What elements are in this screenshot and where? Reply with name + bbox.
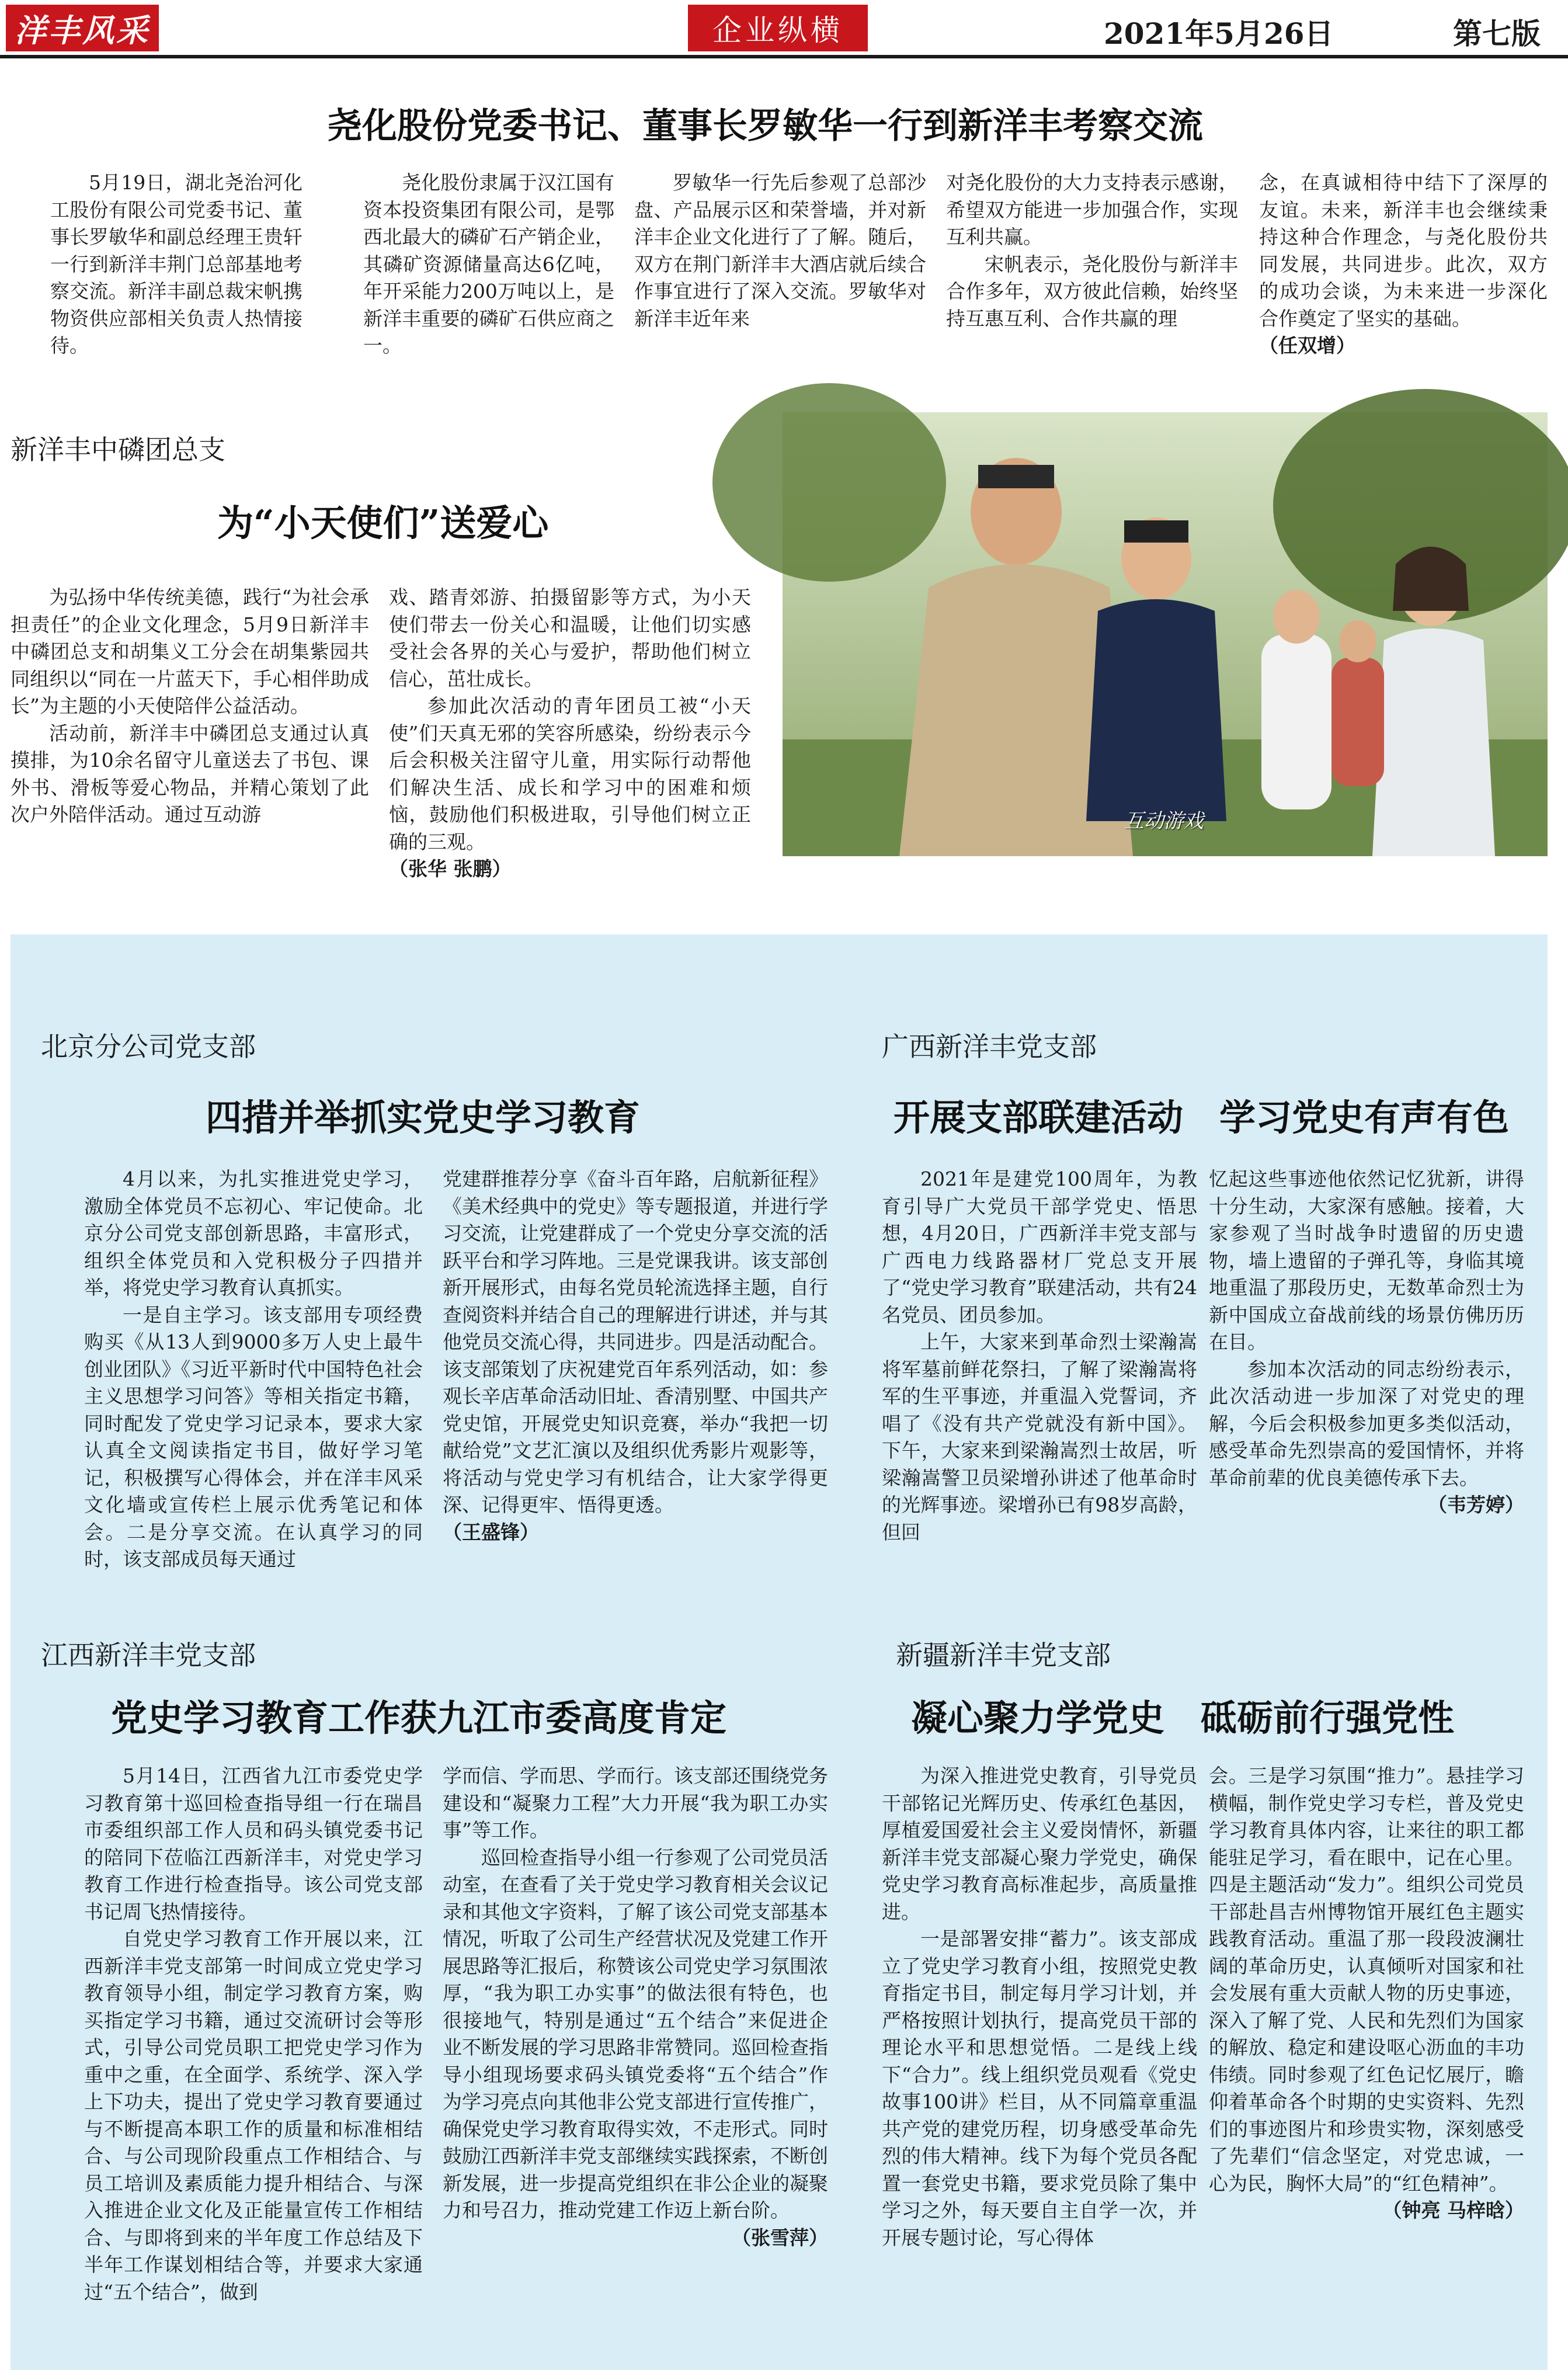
paragraph: 5月14日，江西省九江市委党史学习教育第十巡回检查指导组一行在瑞昌市委组织部工作人员和码头镇党委书记的陪同下莅临江西新洋丰，对党史学习教育工作进行检查指导。该公司党支部书记周飞热情接待。: [84, 1764, 423, 1923]
article-title: 党史学习教育工作获九江市委高度肯定: [111, 1697, 727, 1739]
article-title: 为“小天使们”送爱心: [217, 502, 549, 544]
article-title: 尧化股份党委书记、董事长罗敏华一行到新洋丰考察交流: [327, 106, 1203, 147]
paragraph: 罗敏华一行先后参观了总部沙盘、产品展示区和荣誉墙，并对新洋丰企业文化进行了了解。随后，双方在荆门新洋丰大酒店就后续合作事宜进行了深入交流。罗敏华对新洋丰近年来: [634, 171, 926, 330]
article-column: [363, 169, 614, 357]
paragraph: 参加此次活动的青年团员工被“小天使”们天真无邪的笑容所感染，纷纷表示今后会积极关注留守儿童，用实际行动帮他们解决生活、成长和学习中的困难和烦恼，鼓励他们积极进取，引导他们树立正确的三观。: [389, 694, 751, 853]
paragraph: 一是自主学习。该支部用专项经费购买《从13人到9000多万人史上最牛创业团队》《习近平新时代中国特色社会主义思想学习问答》等相关指定书籍，同时配发了党史学习记录本，要求大家认真全文阅读指定书目，做好学习笔记，积极撰写心得体会，并在洋丰风采文化墙或宣传栏上展示优秀笔记和体会。二是分享交流。在认真学习的同时，该支部成员每天通过: [84, 1303, 423, 1570]
byline: （任双增）: [1259, 334, 1355, 357]
article-title: 四措并举抓实党史学习教育: [206, 1096, 641, 1139]
paragraph: 参加本次活动的同志纷纷表示，此次活动进一步加深了对党史的理解，今后会积极参加更多类似活动，感受革命先烈崇高的爱国情怀，并将革命前辈的优良美德传承下去。: [1209, 1357, 1524, 1489]
article-title: 开展支部联建活动 学习党史有声有色: [893, 1096, 1510, 1139]
article-column: [84, 1763, 423, 2364]
article-column: [443, 1166, 828, 1563]
paragraph: 对尧化股份的大力支持表示感谢，希望双方能进一步加强合作，实现互利共赢。: [946, 171, 1238, 248]
paragraph: 自党史学习教育工作开展以来，江西新洋丰党支部第一时间成立党史学习教育领导小组，制定学习教育方案，购买指定学习书籍，通过交流研讨会等形式，引导公司党员职工把党史学习作为重中之重，在全面学、系统学、深入学上下功夫，提出了党史学习教育要通过与不断提高本职工作的质量和标准相结合、与公司现阶段重点工作相结合、与员工培训及素质能力提升相结合、与深入推进企业文化及正能量宣传工作相结合、与即将到来的半年度工作总结及下半年工作谋划相结合等，并要求大家通过“五个结合”，做到: [84, 1927, 423, 2303]
byline: （王盛锋）: [443, 1520, 539, 1544]
paragraph: 活动前，新洋丰中磷团总支通过认真摸排，为10余名留守儿童送去了书包、课外书、滑板等爱心物品，并精心策划了此次户外陪伴活动。通过互动游: [11, 721, 369, 826]
page-number: 第七版: [1453, 16, 1541, 51]
article-column: [634, 169, 926, 345]
activity-photo: [783, 412, 1548, 856]
paragraph: 会。三是学习氛围“推力”。悬挂学习横幅，制作党史学习专栏，普及党史学习教育具体内容，让来往的职工都能驻足学习，看在眼中，记在心里。四是主题活动“发力”。组织公司党员干部赴昌吉州博物馆开展红色主题实践教育活动。重温了那一段段波澜壮阔的革命历史，认真倾听对国家和社会发展有重大贡献人物的历史事迹，深入了解了党、人民和先烈们为国家的解放、稳定和建设呕心沥血的丰功伟绩。同时参观了红色记忆展厅，瞻仰着革命各个时期的史实资料、先烈们的事迹图片和珍贵实物，深刻感受了先辈们“信念坚定，对党忠诚，一心为民，胸怀大局”的“红色精神”。: [1209, 1764, 1524, 2195]
article-column: [946, 169, 1238, 345]
masthead-logo: 洋丰风采: [6, 5, 159, 51]
article-title: 凝心聚力学党史 砥砺前行强党性: [911, 1697, 1455, 1739]
article-column: [443, 1763, 828, 2364]
section-tab: 企业纵横: [688, 5, 868, 51]
paragraph: 忆起这些事迹他依然记忆犹新，讲得十分生动，大家深有感触。接着，大家参观了当时战争时遗留的历史遗物，墙上遗留的子弹孔等，身临其境地重温了那段历史，无数革命烈士为新中国成立奋战前线的场景仿佛历历在目。: [1209, 1167, 1524, 1353]
article-column: [1209, 1763, 1524, 2364]
article-column: [1259, 169, 1548, 357]
byline: （钟亮 马梓晗）: [1382, 2199, 1524, 2222]
paragraph: 上午，大家来到革命烈士梁瀚嵩将军墓前鲜花祭扫，了解了梁瀚嵩将军的生平事迹，并重温入党誓词，齐唱了《没有共产党就没有新中国》。下午，大家来到梁瀚嵩烈士故居，听梁瀚嵩警卫员梁增孙讲述了他革命时的光辉事迹。梁增孙已有98岁高龄，但回: [882, 1330, 1197, 1544]
department-label: 新疆新洋丰党支部: [896, 1639, 1111, 1671]
byline: （韦芳婷）: [1428, 1493, 1524, 1516]
paragraph: 为深入推进党史教育，引导党员干部铭记光辉历史、传承红色基因，厚植爱国爱社会主义爱岗情怀，新疆新洋丰党支部凝心聚力学党史，确保党史学习教育高标准起步，高质量推进。: [882, 1764, 1197, 1923]
article-column: [882, 1763, 1197, 2364]
department-label: 江西新洋丰党支部: [41, 1639, 256, 1671]
article-column: [389, 584, 751, 880]
article-column: [84, 1166, 423, 1570]
department-label: 新洋丰中磷团总支: [11, 434, 225, 465]
byline: （张华 张鹏）: [389, 857, 512, 880]
paragraph: 念，在真诚相待中结下了深厚的友谊。未来，新洋丰也会继续秉持这种合作理念，与尧化股份共同发展，共同进步。此次，双方的成功会谈，为未来进一步深化合作奠定了坚实的基础。: [1259, 171, 1548, 330]
header-rule: [0, 55, 1568, 58]
paragraph: 党建群推荐分享《奋斗百年路，启航新征程》《美术经典中的党史》等专题报道，并进行学习交流，让党建群成了一个党史分享交流的活跃平台和学习阵地。三是党课我讲。该支部创新开展形式，由每名党员轮流选择主题，自行查阅资料并结合自己的理解进行讲述，并与其他党员交流心得，共同进步。四是活动配合。该支部策划了庆祝建党百年系列活动，如：参观长辛店革命活动旧址、香清别墅、中国共产党史馆，开展党史知识竞赛，举办“我把一切献给党”文艺汇演以及组织优秀影片观影等，将活动与党史学习有机结合，让大家学得更深、记得更牢、悟得更透。: [443, 1167, 828, 1516]
paragraph: 5月19日，湖北尧治河化工股份有限公司党委书记、董事长罗敏华和副总经理王贵轩一行到新洋丰荆门总部基地考察交流。新洋丰副总裁宋帆携物资供应部相关负责人热情接待。: [50, 171, 303, 357]
paragraph: 学而信、学而思、学而行。该支部还围绕党务建设和“凝聚力工程”大力开展“我为职工办实事”等工作。: [443, 1764, 828, 1841]
article-column: [50, 169, 303, 357]
paragraph: 4月以来，为扎实推进党史学习，激励全体党员不忘初心、牢记使命。北京分公司党支部创新思路，丰富形式，组织全体党员和入党积极分子四措并举，将党史学习教育认真抓实。: [84, 1167, 423, 1299]
paragraph: 一是部署安排“蓄力”。该支部成立了党史学习教育小组，按照党史教育指定书目，制定每月学习计划，并严格按照计划执行，提高党员干部的理论水平和思想觉悟。二是线上线下“合力”。线上组织党员观看《党史故事100讲》栏目，从不同篇章重温共产党的建党历程，切身感受革命先烈的伟大精神。线下为每个党员各配置一套党史书籍，要求党员除了集中学习之外，每天要自主自学一次，并开展专题讨论，写心得体: [882, 1927, 1197, 2249]
article-column: [11, 584, 369, 859]
department-label: 北京分公司党支部: [41, 1031, 256, 1062]
paragraph: 宋帆表示，尧化股份与新洋丰合作多年，双方彼此信赖，始终坚持互惠互利、合作共赢的理: [946, 252, 1238, 330]
issue-date: 2021年5月26日: [1104, 16, 1334, 51]
department-label: 广西新洋丰党支部: [882, 1031, 1097, 1062]
paragraph: 尧化股份隶属于汉江国有资本投资集团有限公司，是鄂西北最大的磷矿石产销企业，其磷矿资源储量高达6亿吨，年开采能力200万吨以上，是新洋丰重要的磷矿石供应商之一。: [363, 171, 614, 357]
article-column: [882, 1166, 1197, 1563]
paragraph: 为弘扬中华传统美德，践行“为社会承担责任”的企业文化理念，5月9日新洋丰中磷团总支和胡集义工分会在胡集紫园共同组织以“同在一片蓝天下，手心相伴助成长”为主题的小天使陪伴公益活动。: [11, 586, 369, 717]
paragraph: 巡回检查指导小组一行参观了公司党员活动室，在查看了关于党史学习教育相关会议记录和其他文字资料，了解了该公司党支部基本情况，听取了公司生产经营状况及党建工作开展思路等汇报后，称赞该公司党史学习氛围浓厚，“我为职工办实事”的做法很有特色，也很接地气，特别是通过“五个结合”来促进企业不断发展的学习思路非常赞同。巡回检查指导小组现场要求码头镇党委将“五个结合”作为学习亮点向其他非公党支部进行宣传推广，确保党史学习教育取得实效，不走形式。同时鼓励江西新洋丰党支部继续实践探索，不断创新发展，进一步提高党组织在非公企业的凝聚力和号召力，推动党建工作迈上新台阶。: [443, 1846, 828, 2222]
article-column: [1209, 1166, 1524, 1563]
paragraph: 戏、踏青郊游、拍摄留影等方式，为小天使们带去一份关心和温暖，让他们切实感受社会各界的关心与爱护，帮助他们树立信心，茁壮成长。: [389, 586, 751, 690]
photo-caption: 互动游戏: [1124, 809, 1204, 833]
byline: （张雪萍）: [732, 2226, 828, 2249]
paragraph: 2021年是建党100周年，为教育引导广大党员干部学党史、悟思想，4月20日，广西新洋丰党支部与广西电力线路器材厂党总支开展了“党史学习教育”联建活动，共有24名党员、团员参加。: [882, 1167, 1197, 1326]
